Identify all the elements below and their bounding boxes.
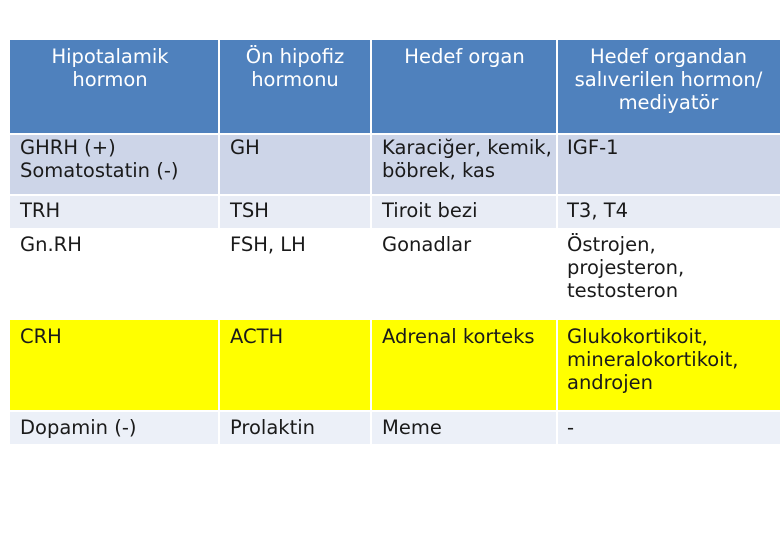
row-divider [10,228,780,230]
table-row [10,229,780,311]
cell-hypothalamic: CRH [20,325,62,348]
table-header-row [10,40,780,133]
cell-hypothalamic: GHRH (+) Somatostatin (-) [20,136,179,182]
column-divider [556,40,558,444]
column-divider [370,40,372,444]
cell-released: Östrojen, projesteron, testosteron [567,233,685,302]
column-divider [218,40,220,444]
cell-pituitary: FSH, LH [230,233,306,256]
cell-released: IGF-1 [567,136,619,159]
cell-target-organ: Meme [382,416,442,439]
cell-released: - [567,416,575,439]
row-divider [10,410,780,412]
cell-hypothalamic: TRH [20,199,61,222]
header-hypothalamic-hormone: Hipotalamik hormon [51,45,169,91]
cell-released: T3, T4 [567,199,629,222]
table-row [10,412,780,444]
cell-target-organ: Tiroit bezi [382,199,478,222]
header-target-organ: Hedef organ [404,45,525,68]
cell-pituitary: ACTH [230,325,284,348]
table-row [10,195,780,229]
cell-target-organ: Karaciğer, kemik, böbrek, kas [382,136,552,182]
cell-hypothalamic: Dopamin (-) [20,416,137,439]
header-anterior-pituitary-hormone: Ön hipofiz hormonu [245,45,345,91]
cell-released: Glukokortikoit, mineralokortikoit, androjen [567,325,739,394]
row-divider [10,133,780,135]
cell-pituitary: Prolaktin [230,416,316,439]
cell-pituitary: TSH [230,199,269,222]
cell-target-organ: Adrenal korteks [382,325,535,348]
table-row [10,320,780,410]
cell-hypothalamic: Gn.RH [20,233,82,256]
cell-pituitary: GH [230,136,260,159]
header-released-hormone: Hedef organdan salıverilen hormon/ mediyatör [574,45,763,114]
row-divider [10,194,780,196]
cell-target-organ: Gonadlar [382,233,472,256]
